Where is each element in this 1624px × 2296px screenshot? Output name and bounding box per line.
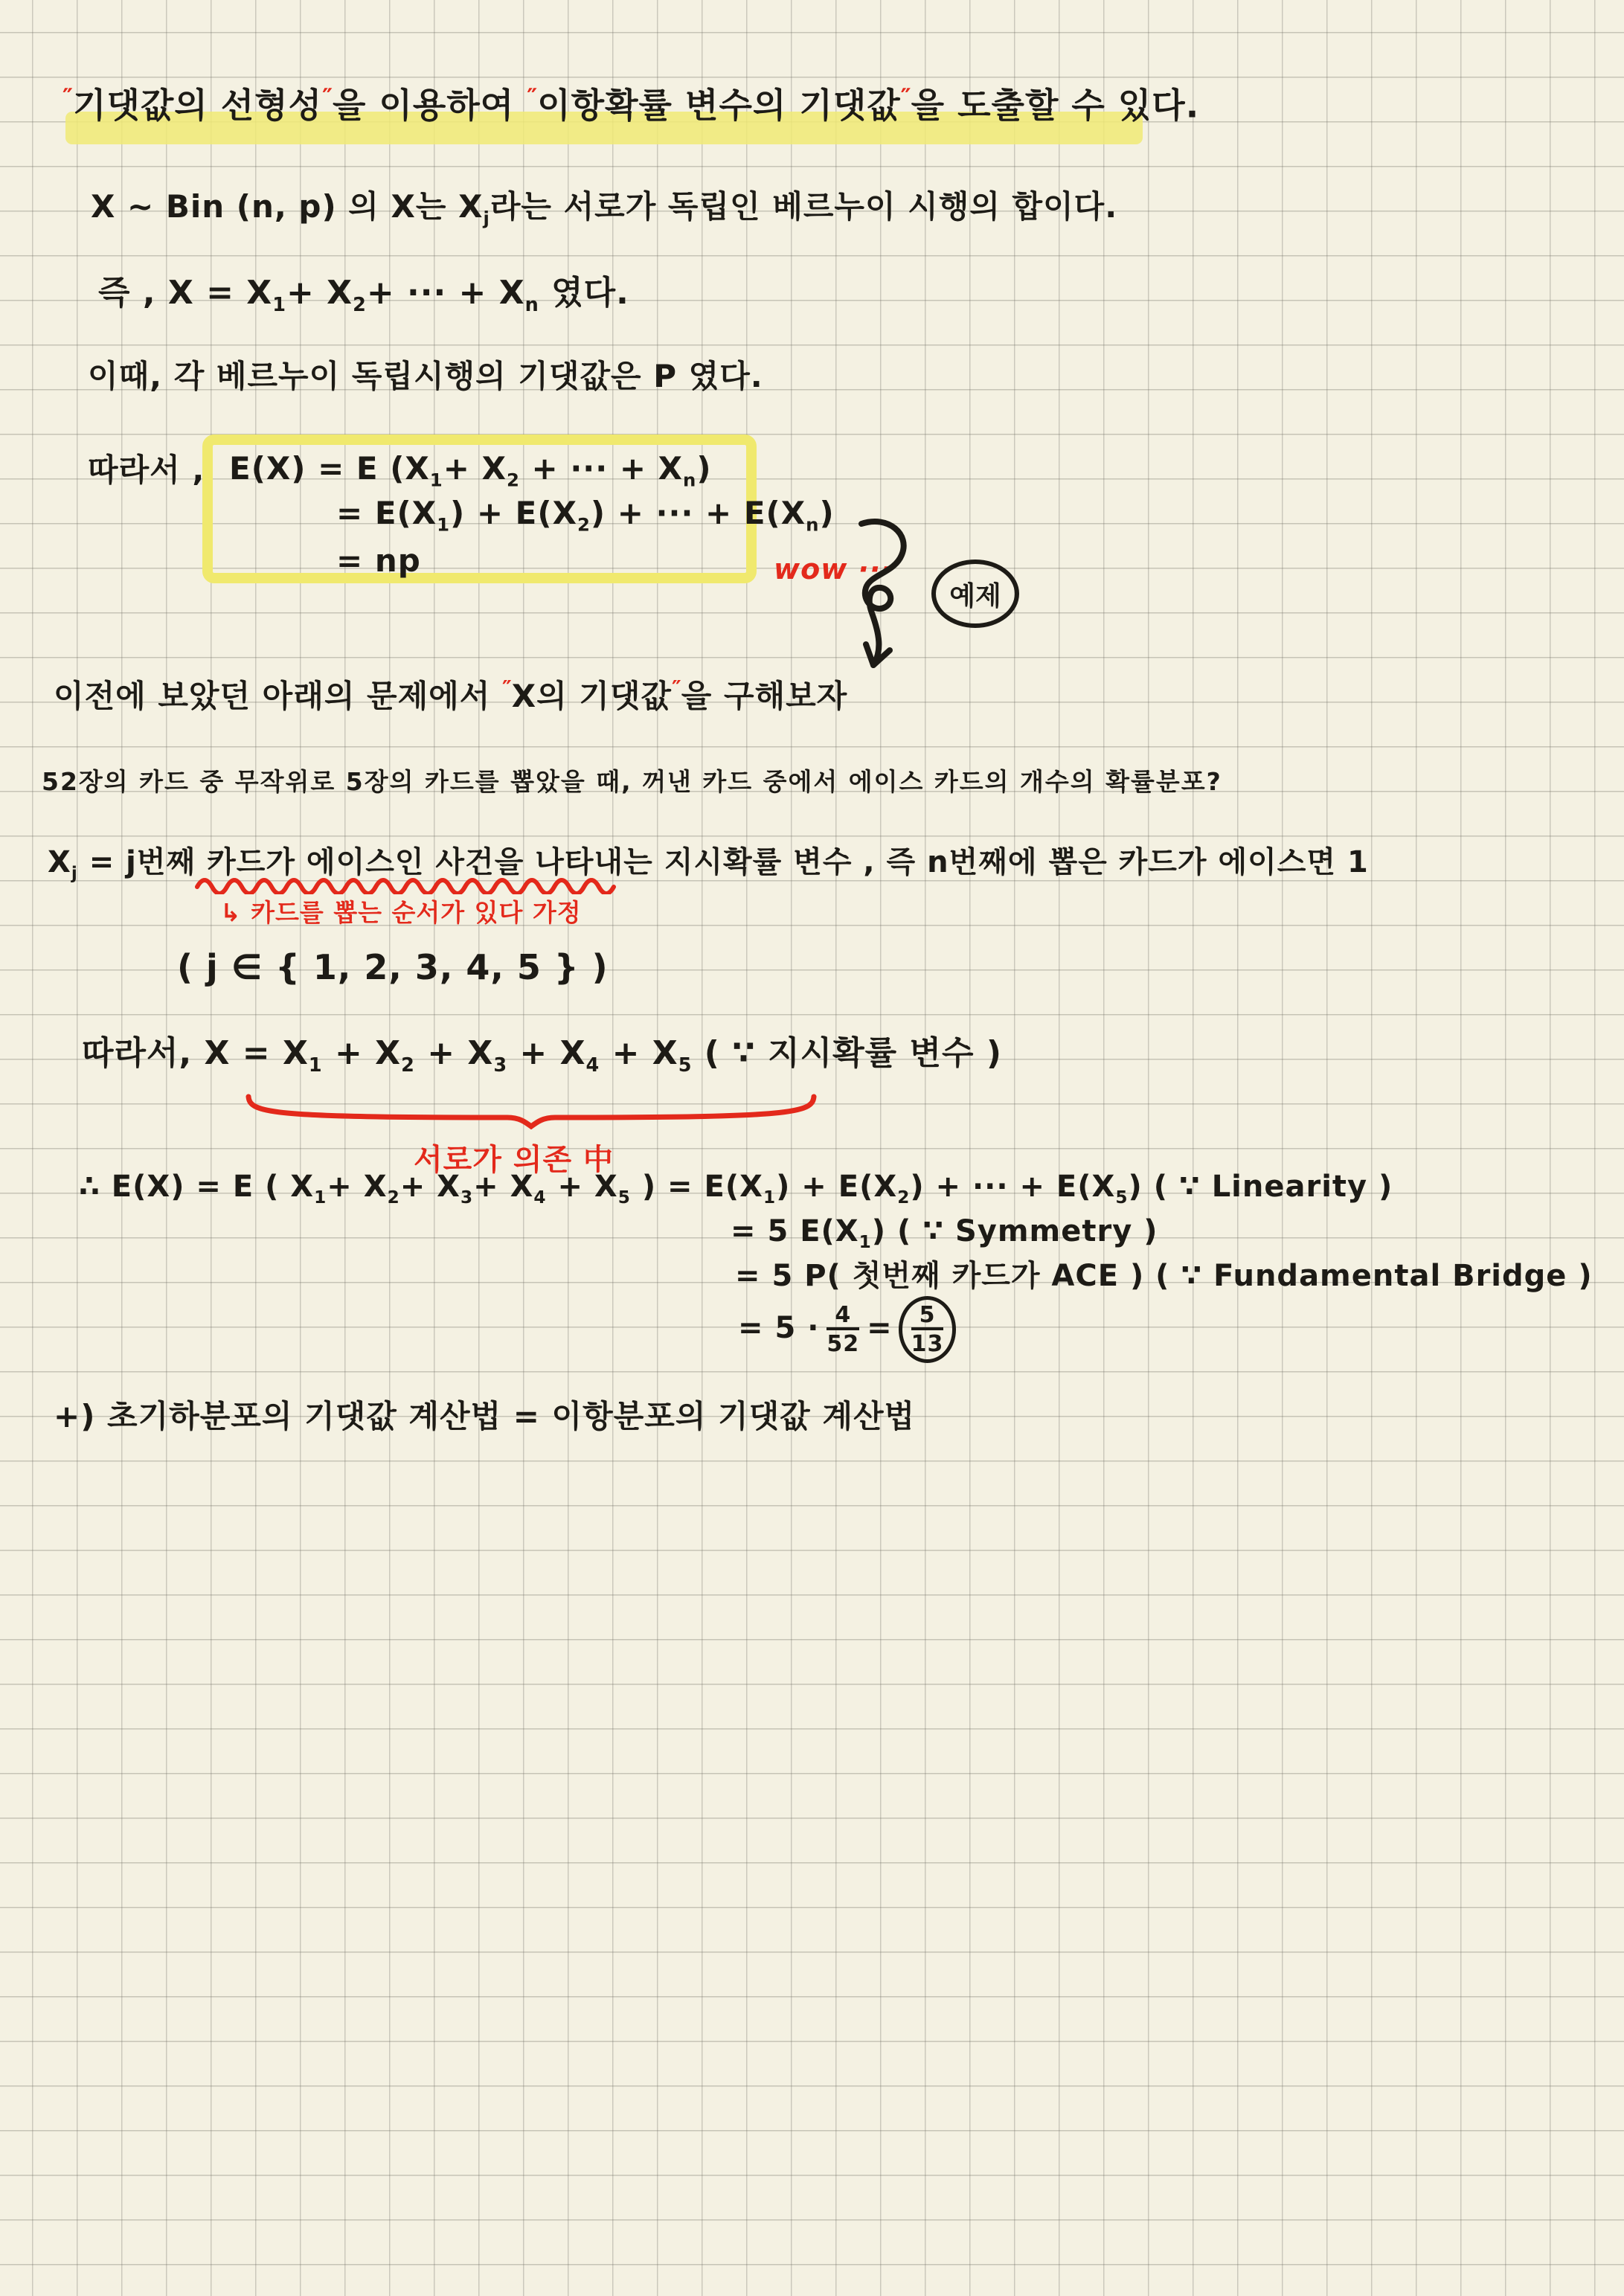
hypergeometric-note: +) 초기하분포의 기댓값 계산법 = 이항분포의 기댓값 계산법 bbox=[54, 1398, 916, 1434]
symmetry-equation: = 5 $E(X_1)$ ( ∵ Symmetry ) bbox=[731, 1214, 1158, 1252]
fundamental-bridge-equation: = 5 P( 첫번째 카드가 ACE ) ( ∵ Fundamental Bridge ) bbox=[735, 1259, 1593, 1293]
box-equation-row-3: = np bbox=[336, 542, 421, 579]
wow-annotation: wow ··· bbox=[774, 553, 893, 586]
index-set: ( j ∈ { 1, 2, 3, 4, 5 } ) bbox=[177, 947, 609, 987]
circled-answer bbox=[899, 1296, 957, 1363]
mutually-dependent-note: 서로가 의존 中 bbox=[414, 1143, 614, 1177]
note-line-1: ″기댓값의 선형성″을 이용하여 ″이항확률 변수의 기댓값″을 도출할 수 있다. bbox=[62, 84, 1200, 126]
squiggle-arrow-icon bbox=[841, 518, 937, 685]
red-wavy-underline-icon bbox=[195, 873, 619, 894]
example-badge: 예제 bbox=[931, 559, 1019, 628]
note-line-2: X ~ Bin (n, p) 의 X는 $X_j$라는 서로가 독립인 베르누이 시행의 합이다. bbox=[91, 188, 1118, 229]
final-value-equation: = 5 · $\frac{4}{52}$ = $\frac{5}{13}$ bbox=[738, 1296, 956, 1363]
note-line-4: 이때, 각 베르누이 독립시행의 기댓값은 P 였다. bbox=[88, 358, 763, 394]
red-underbrace-icon bbox=[245, 1092, 817, 1129]
box-equation-row-1: E(X) = E ($X_1+ X_2$ + ··· + $X_n$) bbox=[229, 450, 712, 491]
card-order-assumption-note: ↳ 카드를 뽑는 순서가 있다 가정 bbox=[220, 898, 582, 927]
linearity-equation: ∴ E(X) = E ( $X_1+ X_2+ X_3+ X_4 + X_5$ ) = $E(X_1) + E(X_2)$ + ··· + $E(X_5)$ ( ∵ Linearity ) bbox=[79, 1170, 1393, 1208]
indicator-variable-definition: $X_j = j$번째 카드가 에이스인 사건을 나타내는 지시확률 변수 , 즉 n번째에 뽑은 카드가 에이스면 1 bbox=[48, 845, 1369, 883]
note-line-3: 즉 , $X = X_1+ X_2+$ ··· + $X_n$ 였다. bbox=[98, 274, 629, 316]
box-equation-row-2: = $E(X_1) + E(X_2)$ + ··· + $E(X_n)$ bbox=[336, 495, 835, 536]
box-lead-label: 따라서 , bbox=[88, 452, 205, 488]
note-line-6: 이전에 보았던 아래의 문제에서 ″X의 기댓값″을 구해보자 bbox=[54, 676, 848, 714]
fraction-5-13: $\frac{5}{13}$ bbox=[911, 1302, 944, 1357]
problem-statement: 52장의 카드 중 무작위로 5장의 카드를 뽑았을 때, 꺼낸 카드 중에서 에이스 카드의 개수의 확률분포? bbox=[42, 767, 1222, 796]
sum-of-indicators-equation: 따라서, $X = X_1 + X_2 + X_3 + X_4 + X_5$ ( ∵ 지시확률 변수 ) bbox=[82, 1034, 1002, 1077]
fraction-4-52: $\frac{4}{52}$ bbox=[827, 1302, 860, 1357]
